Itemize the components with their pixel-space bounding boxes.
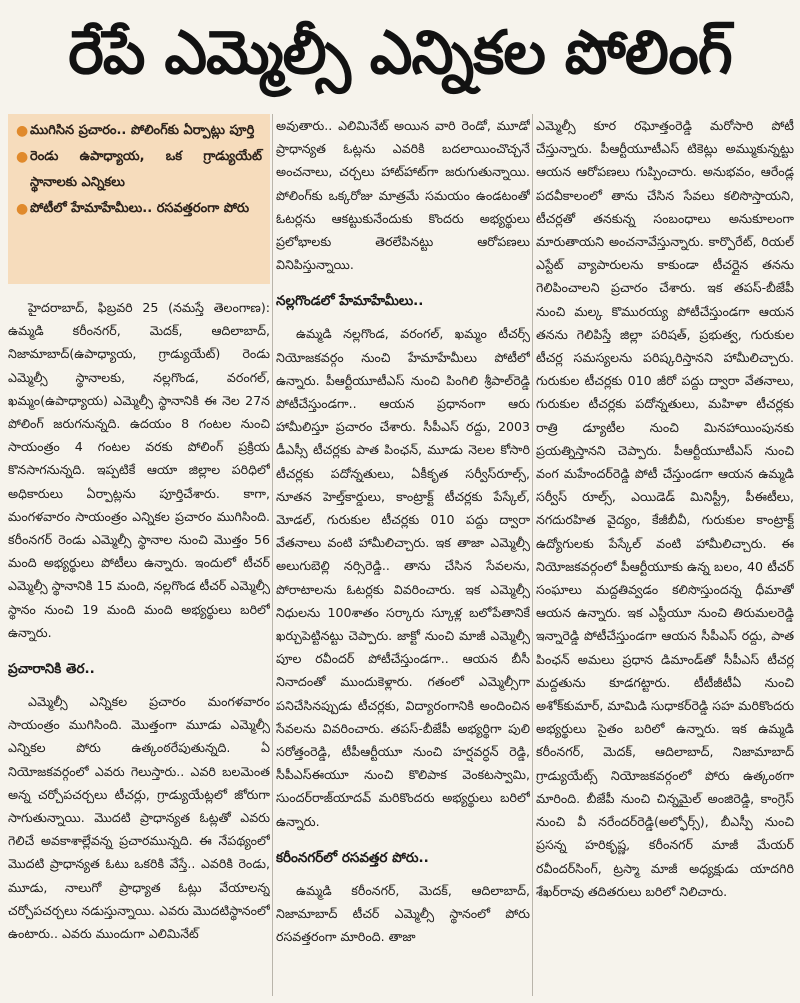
column-1 [8,114,270,996]
article-paragraph: ఎమ్మెల్సీ కూర రఘోత్తంరెడ్డి మరోసారి పోటీ చేస్తున్నారు. పీఆర్టీయూటీఎస్‌ టికెట్లు అమ్ముకున్నట్టు ఆయన ఆరోపణలు గుప్పించారు. అనుభవం, ఆరేండ్ల పదవీకాలంలో తాను చేసిన సేవలు కలిసొస్తాయని, టీచర్లతో తనకున్న సంబంధాలు అనుకూలంగా మారుతాయని అంచనావేస్తున్నారు. కార్పొరేట్‌, రియల్‌ ఎస్టేట్‌ వ్యాపారులను కాకుండా టీచర్లైన తనను గెలిపించాలని ప్రచారం చేశారు. ఇక తపస్‌-బీజేపీ నుంచి మల్క కొమురయ్య పోటీచేస్తుండగా ఆయన తనను గెలిపిస్తే జిల్లా పరిషత్‌, ప్రభుత్వ, గురుకుల టీచర్ల సమస్యలను పరిష్కరిస్తానని హామీలిచ్చారు. గురుకుల టీచర్లకు 010 జీరో పద్దు ద్వారా వేతనాలు, గురుకుల టీచర్లకు పదోన్నతులు, మహిళా టీచర్లకు రాత్రి డ్యూటీల నుంచి మినహాయింపునకు ప్రయత్నిస్తానని చెప్పారు. పీఆర్టీయూటీఎస్‌ నుంచి వంగ మహేందర్‌రెడ్డి పోటీ చేస్తుండగా ఆయన ఉమ్మడి సర్వీస్‌ రూల్స్‌, ఎయిడెడ్‌ మినిస్ట్రీ, పీఈటీలు, నగదురహిత వైద్యం, కేజీబీవీ, గురుకుల కాంట్రాక్ట్‌ ఉద్యోగులకు పేస్కేల్‌ వంటి హామీలిచ్చారు. ఈ నియోజకవర్గంలో పీఆర్టీయూకు ఉన్న బలం, 40 టీచర్‌ సంఘాలు మద్దతివ్వడం కలిసొస్తుందన్న ధీమాతో ఆయన ఉన్నారు. ఇక ఎస్టీయూ నుంచి తిరుమలరెడ్డి ఇన్నారెడ్డి పోటీచేస్తుండగా ఆయన సీపీఎస్‌ రద్దు, పాత పింఛన్‌ అమలు ప్రధాన డిమాండ్‌తో సీపీఎస్‌ టీచర్ల మద్దతును కూడగట్టారు. టీటీజీటీఏ నుంచి అశోక్‌కుమార్‌, మామిడి సుధాకర్‌రెడ్డి సహ మరికొందరు అభ్యర్థులు సైతం బరిలో ఉన్నారు. ఇక ఉమ్మడి కరీంనగర్‌, మెదక్‌, ఆదిలాబాద్‌, నిజామాబాద్‌ గ్రాడ్యుయేట్స్‌ నియోజకవర్గంలో పోరు ఉత్కంఠగా మారింది. బీజేపీ నుంచి చిన్నమైల్‌ అంజిరెడ్డి, కాంగ్రెస్‌ నుంచి వీ నరేందర్‌రెడ్డి(అల్ఫోర్స్‌), బీఎస్పీ నుంచి ప్రసన్న హరికృష్ణ, కరీంనగర్‌ మాజీ మేయర్‌ రవీందర్‌సింగ్‌, ట్రస్మా మాజీ అధ్యక్షుడు యాదగిరి శేఖర్‌రావు తదితరులు బరిలో నిలిచారు. [536,118,794,899]
column-divider [272,114,273,996]
bullet-icon: ● [16,201,29,217]
highlight-item [16,118,262,144]
highlights-box [8,114,270,284]
subheading: కరీంనగర్‌లో రసవత్తర పోరు.. [276,849,429,866]
highlight-item [16,144,262,196]
article-paragraph: హైదరాబాద్‌, ఫిబ్రవరి 25 (నమస్తే తెలంగాణ): ఉమ్మడి కరీంనగర్‌, మెదక్‌, ఆదిలాబాద్‌, నిజామాబాద్‌(ఉపాధ్యాయ, గ్రాడ్యుయేట్‌) రెండు ఎమ్మెల్సీ స్థానాలకు, నల్లగొండ, వరంగల్‌, ఖమ్మం(ఉపాధ్యాయ) ఎమ్మెల్సీ స్థానానికి ఈ నెల 27న పోలింగ్‌ జరుగనున్నది. ఉదయం 8 గంటల నుంచి సాయంత్రం 4 గంటల వరకు పోలింగ్‌ ప్రక్రియ కొనసాగనున్నది. ఇప్పటికే ఆయా జిల్లాల పరిధిలో అధికారులు ఏర్పాట్లను పూర్తిచేశారు. కాగా, మంగళవారం సాయంత్రం ఎన్నికల ప్రచారం ముగిసింది. కరీంనగర్‌ రెండు ఎమ్మెల్సీ స్థానాల నుంచి మొత్తం 56 మంది అభ్యర్థులు పోటీలు ఉన్నారు. ఇందులో టీచర్‌ ఎమ్మెల్సీ స్థానానికి 15 మంది, నల్లగొండ టీచర్‌ ఎమ్మెల్సీ స్థానం నుంచి 19 మంది మంది అభ్యర్థులు బరిలో ఉన్నారు. [8,300,270,640]
highlight-text: రెండు ఉపాధ్యాయ, ఒక గ్రాడ్యుయేట్‌ స్థానాలకు ఎన్నికలు [30,149,262,190]
column-3 [536,114,794,996]
article-paragraph: అవుతారు.. ఎలిమినేట్‌ అయిన వారి రెండో, మూడో ప్రాధాన్యత ఓట్లను ఎవరికి బదలాయించొచ్చనే అంచనాలు, చర్చలు హాట్‌హాట్‌గా జరుగుతున్నాయి. పోలింగ్‌కు ఒక్కరోజు మాత్రమే సమయం ఉండటంతో ఓటర్లను ఆకట్టుకునేందుకు కొందరు అభ్యర్థులు ప్రలోభాలకు తెరలేపినట్టు ఆరోపణలు వినిపిస్తున్నాయి. [276,118,530,273]
column-divider [532,114,533,996]
highlight-item [16,196,262,222]
headline: రేపే ఎమ్మెల్సీ ఎన్నికల పోలింగ్ [68,18,732,88]
subheading: ప్రచారానికి తెర.. [8,661,95,678]
column-2 [276,114,530,996]
bullet-icon: ● [16,123,29,139]
article-paragraph: ఎమ్మెల్సీ ఎన్నికల ప్రచారం మంగళవారం సాయంత్రం ముగిసింది. మొత్తంగా మూడు ఎమ్మెల్సీ ఎన్నికల పోరు ఉత్కంఠరేపుతున్నది. ఏ నియోజకవర్గంలో ఎవరు గెలుస్తారు.. ఎవరి బలమెంత అన్న చర్చోపచర్చలు టీచర్లు, గ్రాడ్యుయేట్లలో జోరుగా సాగుతున్నాయి. మొదటి ప్రాధాన్యత ఓట్లతో ఎవరు గెలిచే అవకాశాల్లేవన్న ప్రచారమున్నది. ఈ నేపథ్యంలో మొదటి ప్రాధాన్యత ఓటు ఒకరికి వేస్తే.. ఎవరికి రెండు, మూడు, నాలుగో ప్రాధ్యాత ఓట్లు వేయాలన్న చర్చోపచర్చలు నడుస్తున్నాయి. ఎవరు మొదటిస్థానంలో ఉంటారు.. ఎవరు ముందుగా ఎలిమినేట్‌ [8,694,270,942]
article-paragraph: ఉమ్మడి నల్లగొండ, వరంగల్‌, ఖమ్మం టీచర్స్‌ నియోజకవర్గం నుంచి హేమాహేమీలు పోటీలో ఉన్నారు. పీఆర్టీయూటీఎస్‌ నుంచి పింగిలి శ్రీపాల్‌రెడ్డి పోటీచేస్తుండగా.. ఆయన ప్రధానంగా ఆరు హామీలిస్తూ ప్రచారం చేశారు. సీపీఎస్‌ రద్దు, 2003 డీఎస్సీ టీచర్లకు పాత పింఛన్‌, మూడు నెలల కోసారి టీచర్లకు పదోన్నతులు, ఏకీకృత సర్వీస్‌రూల్స్‌, నూతన హెల్త్‌కార్డులు, కాంట్రాక్ట్‌ టీచర్లకు పేస్కేల్‌, మోడల్‌, గురుకుల టీచర్లకు 010 పద్దు ద్వారా వేతనాలు వంటి హామీలిచ్చారు. ఇక తాజా ఎమ్మెల్సీ అలుగుబెల్లి నర్సిరెడ్డి.. తాను చేసిన సేవలను, పోరాటాలను ఓటర్లకు వివరించారు. ఇక ఎమ్మెల్సీ నిధులను 100శాతం సర్కారు స్కూళ్ల బలోపేతానికే ఖర్చుపెట్టినట్టు చెప్పారు. జాక్టో నుంచి మాజీ ఎమ్మెల్సీ పూల రవీందర్‌ పోటీచేస్తుండగా.. ఆయన బీసీ నినాదంతో ముందుకెళ్లారు. గతంలో ఎమ్మెల్సీగా పనిచేసినప్పుడు టీచర్లకు, విద్యారంగానికి అందించిన సేవలను వివరించారు. తపస్‌-బీజేపీ అభ్యర్థిగా పులి సరోత్తంరెడ్డి, టీపీఆర్టీయూ నుంచి హర్షవర్ధన్‌ రెడ్డి, సీపీఎస్‌ఈయూ నుంచి కొలిపాక వెంకటస్వామి, సుందర్‌రాజ్‌యాదవ్‌ మరికొందరు అభ్యర్థులు బరిలో ఉన్నారు. [276,326,530,829]
subheading: నల్లగొండలో హేమాహేమీలు.. [276,293,424,310]
article-paragraph: ఉమ్మడి కరీంనగర్‌, మెదక్‌, ఆదిలాబాద్‌, నిజామాబాద్‌ టీచర్‌ ఎమ్మెల్సీ స్థానంలో పోరు రసవత్తరంగా మారింది. తాజా [276,882,530,945]
highlight-text: పోటీలో హేమాహేమీలు.. రసవత్తరంగా పోరు [30,201,250,216]
highlight-text: ముగిసిన ప్రచారం.. పోలింగ్‌కు ఏర్పాట్లు పూర్తి [30,123,255,138]
bullet-icon: ● [16,149,29,165]
